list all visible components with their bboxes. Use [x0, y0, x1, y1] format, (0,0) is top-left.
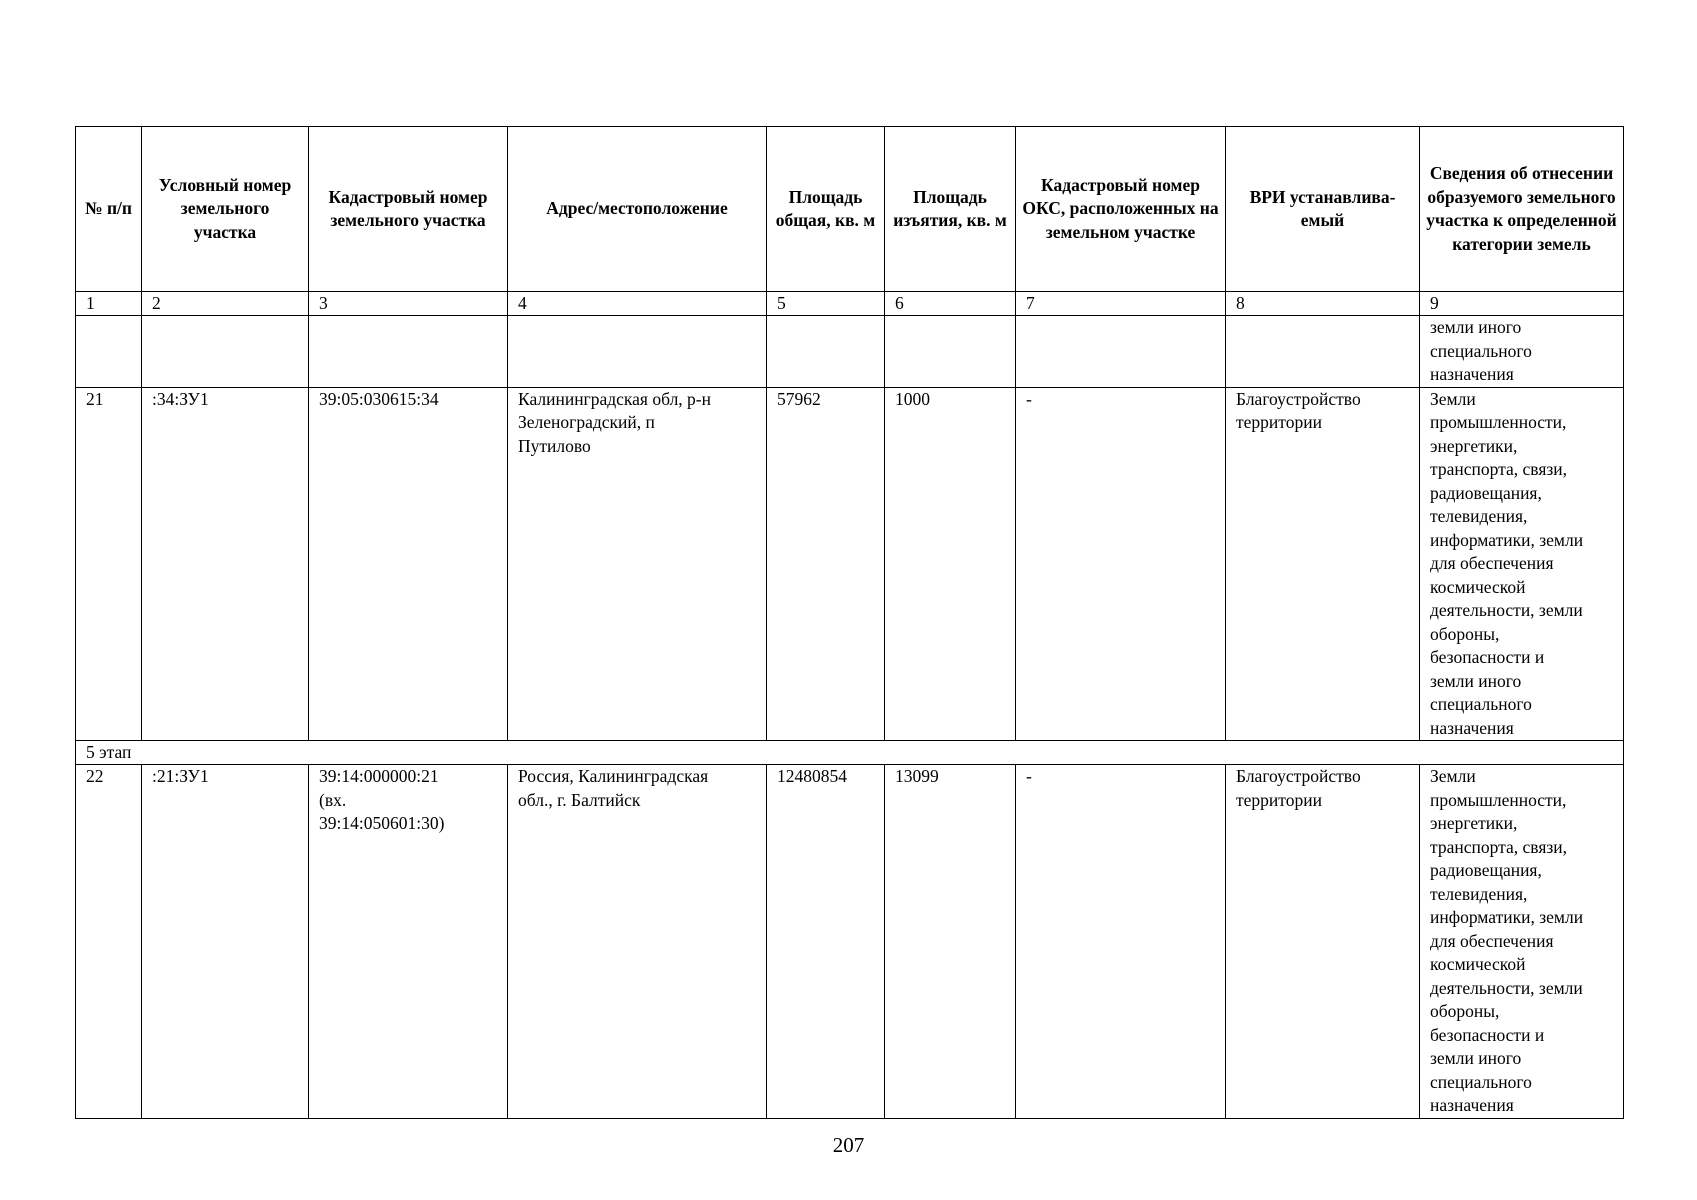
area-total-cell: 57962 — [767, 387, 885, 741]
column-number: 4 — [508, 292, 767, 316]
stage-row — [76, 741, 1624, 765]
conditional-number-cell: :34:ЗУ1 — [142, 387, 309, 741]
conditional-number-cell: :21:ЗУ1 — [142, 765, 309, 1119]
column-number: 3 — [309, 292, 508, 316]
cadastral-number-cell: 39:14:000000:21 (вх. 39:14:050601:30) — [309, 765, 508, 1119]
empty-cell — [142, 316, 309, 388]
column-number: 6 — [885, 292, 1016, 316]
table-row — [76, 387, 1624, 741]
table-header-row — [76, 127, 1624, 292]
area-withdrawal-cell: 1000 — [885, 387, 1016, 741]
address-cell: Калининградская обл, р-н Зеленоградский, п Путилово — [508, 387, 767, 741]
empty-cell — [309, 316, 508, 388]
header-vri: ВРИ устанавлива- емый — [1226, 127, 1420, 292]
stage-label: 5 этап — [76, 741, 1624, 765]
area-total-cell: 12480854 — [767, 765, 885, 1119]
vri-cell: Благоустройство территории — [1226, 765, 1420, 1119]
header-address: Адрес/местоположение — [508, 127, 767, 292]
column-number: 1 — [76, 292, 142, 316]
header-land-category: Сведения об отнесении образуемого земельного участка к определенной категории земель — [1420, 127, 1624, 292]
header-conditional-number: Условный номер земельного участка — [142, 127, 309, 292]
address-cell: Россия, Калининградская обл., г. Балтийск — [508, 765, 767, 1119]
header-cadastral-number: Кадастровый номер земельного участка — [309, 127, 508, 292]
column-number: 9 — [1420, 292, 1624, 316]
column-number: 7 — [1016, 292, 1226, 316]
land-category-cell: земли иного специального назначения — [1420, 316, 1624, 388]
area-withdrawal-cell: 13099 — [885, 765, 1016, 1119]
empty-cell — [1226, 316, 1420, 388]
cadastral-number-cell: 39:05:030615:34 — [309, 387, 508, 741]
empty-cell — [885, 316, 1016, 388]
row-number-cell: 22 — [76, 765, 142, 1119]
oks-number-cell: - — [1016, 387, 1226, 741]
row-number-cell: 21 — [76, 387, 142, 741]
land-plots-table — [75, 126, 1624, 1119]
vri-cell: Благоустройство территории — [1226, 387, 1420, 741]
header-number: № п/п — [76, 127, 142, 292]
oks-number-cell: - — [1016, 765, 1226, 1119]
land-category-cell: Земли промышленности, энергетики, транспорта, связи, радиовещания, телевидения, информатики, земли для обеспечения космической деятельности, земли обороны, безопасности и земли иного специального назначения — [1420, 387, 1624, 741]
header-area-withdrawal: Площадь изъятия, кв. м — [885, 127, 1016, 292]
column-number: 8 — [1226, 292, 1420, 316]
empty-cell — [767, 316, 885, 388]
header-area-total: Площадь общая, кв. м — [767, 127, 885, 292]
empty-cell — [76, 316, 142, 388]
empty-cell — [1016, 316, 1226, 388]
column-number: 5 — [767, 292, 885, 316]
table-row-continuation — [76, 316, 1624, 388]
empty-cell — [508, 316, 767, 388]
column-numbers-row — [76, 292, 1624, 316]
column-number: 2 — [142, 292, 309, 316]
page-number: 207 — [832, 1133, 865, 1157]
land-category-cell: Земли промышленности, энергетики, транспорта, связи, радиовещания, телевидения, информатики, земли для обеспечения космической деятельности, земли обороны, безопасности и земли иного специального назначения — [1420, 765, 1624, 1119]
table-row — [76, 765, 1624, 1119]
header-oks-number: Кадастровый номер ОКС, расположенных на земельном участке — [1016, 127, 1226, 292]
